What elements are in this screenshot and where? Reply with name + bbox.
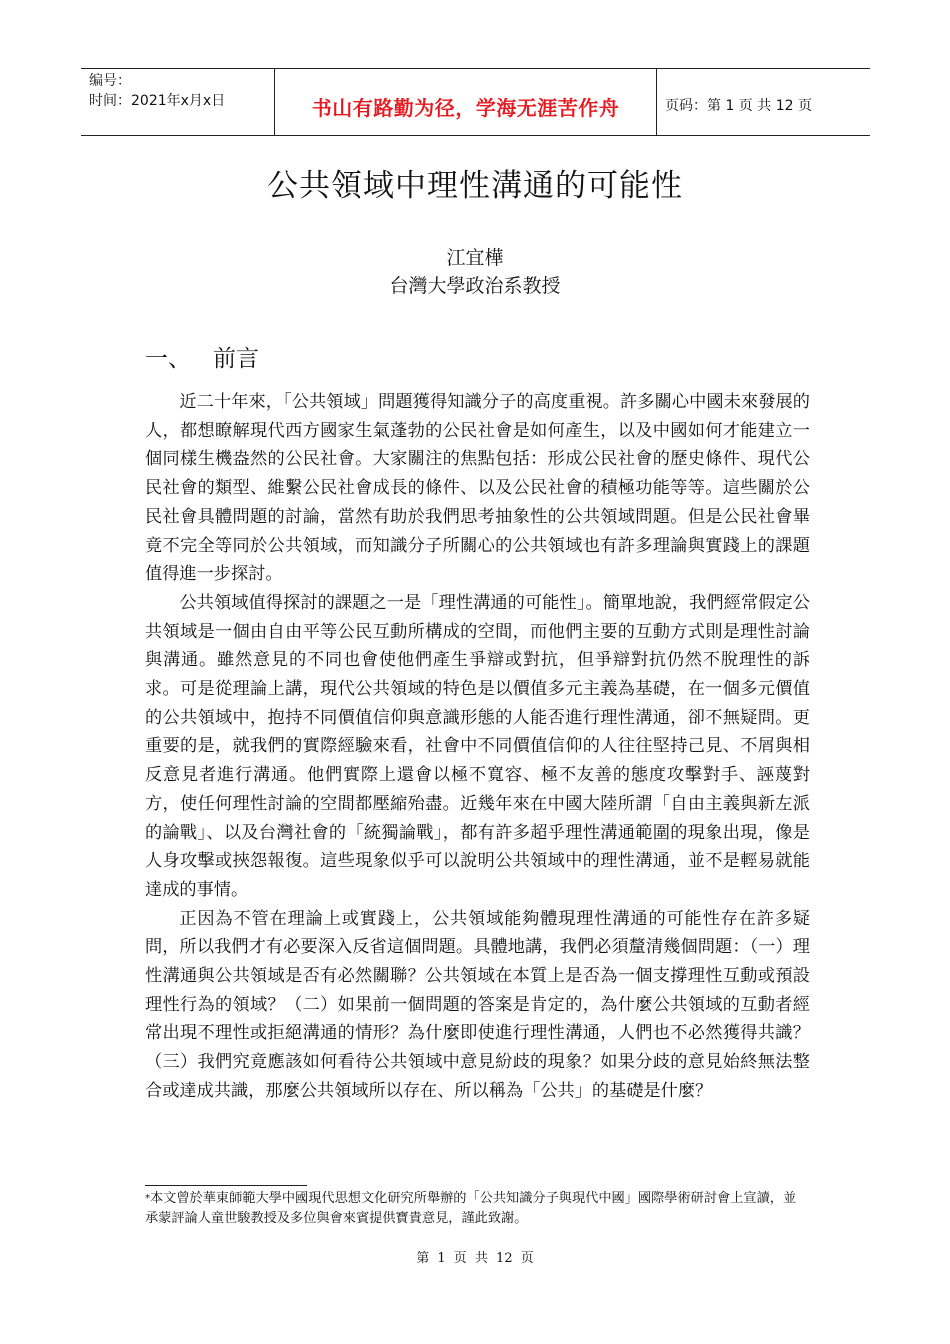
footnote-marker: * bbox=[145, 1193, 150, 1204]
paragraph-2: 公共領域值得探討的課題之一是「理性溝通的可能性」。簡單地說，我們經常假定公共領域是一個由自由平等公民互動所構成的空間，而他們主要的互動方式則是理性討論與溝通。雖然意見的不同也會使他們產生爭辯或對抗，但爭辯對抗仍然不脫理性的訴求。可是從理論上講，現代公共領域的特色是以價值多元主義為基礎，在一個多元價值的公共領域中，抱持不同價值信仰與意識形態的人能否進行理性溝通，卻不無疑問。更重要的是，就我們的實際經驗來看，社會中不同價值信仰的人往往堅持己見、不屑與相反意見者進行溝通。他們實際上還會以極不寬容、極不友善的態度攻擊對手、誣蔑對方，使任何理性討論的空間都壓縮殆盡。近幾年來在中國大陸所謂「自由主義與新左派的論戰」、以及台灣社會的「統獨論戰」，都有許多超乎理性溝通範圍的現象出現，像是人身攻擊或挾怨報復。這些現象似乎可以說明公共領域中的理性溝通，並不是輕易就能達成的事情。 bbox=[145, 592, 810, 900]
page-footer: 第 1 页 共 12 页 bbox=[416, 1251, 534, 1266]
paragraph-1: 近二十年來，「公共領域」問題獲得知識分子的高度重視。許多關心中國未來發展的人，都想瞭解現代西方國家生氣蓬勃的公民社會是如何產生，以及中國如何才能建立一個同樣生機盎然的公民社會。大家關注的焦點包括：形成公民社會的歷史條件、現代公民社會的類型、維繫公民社會成長的條件、以及公民社會的積極功能等等。這些關於公民社會具體問題的討論，當然有助於我們思考抽象性的公共領域問題。但是公民社會畢竟不完全等同於公共領域，而知識分子所關心的公共領域也有許多理論與實踐上的課題值得進一步探討。 bbox=[145, 392, 810, 585]
document-header bbox=[81, 68, 870, 136]
author-name: 江宜樺 bbox=[446, 247, 504, 269]
header-number-label: 编号： bbox=[89, 73, 131, 89]
footnote-divider bbox=[145, 1185, 307, 1186]
author-affiliation: 台灣大學政治系教授 bbox=[389, 275, 561, 297]
body-text bbox=[145, 388, 810, 1106]
document-title: 公共領域中理性溝通的可能性 bbox=[267, 168, 683, 204]
section-title: 前言 bbox=[213, 346, 259, 372]
section-number: 一、 bbox=[145, 346, 191, 372]
paragraph-3: 正因為不管在理論上或實踐上，公共領域能夠體現理性溝通的可能性存在許多疑問，所以我們才有必要深入反省這個問題。具體地講，我們必須釐清幾個問題：（一）理性溝通與公共領域是否有必然關聯？公共領域在本質上是否為一個支撐理性互動或預設理性行為的領域？（二）如果前一個問題的答案是肯定的，為什麼公共領域的互動者經常出現不理性或拒絕溝通的情形？為什麼即使進行理性溝通，人們也不必然獲得共識？（三）我們究竟應該如何看待公共領域中意見紛歧的現象？如果分歧的意見始終無法整合或達成共識，那麼公共領域所以存在、所以稱為「公共」的基礎是什麼？ bbox=[145, 908, 810, 1101]
header-page-cell bbox=[657, 69, 870, 135]
header-page-label: 页码：第 1 页 共 12 页 bbox=[665, 98, 812, 114]
section-heading bbox=[145, 343, 259, 375]
header-meta-cell bbox=[81, 69, 274, 135]
header-motto-cell bbox=[274, 69, 657, 135]
header-motto: 书山有路勤为径，学海无涯苦作舟 bbox=[311, 95, 620, 120]
header-date-label: 时间：2021年x月x日 bbox=[89, 93, 226, 109]
footnote bbox=[145, 1189, 805, 1229]
footnote-text: 本文曾於華東師範大學中國現代思想文化研究所舉辦的「公共知識分子與現代中國」國際學術研討會上宣讀，並承蒙評論人童世駿教授及多位與會來賓提供寶貴意見，謹此致謝。 bbox=[145, 1191, 797, 1226]
